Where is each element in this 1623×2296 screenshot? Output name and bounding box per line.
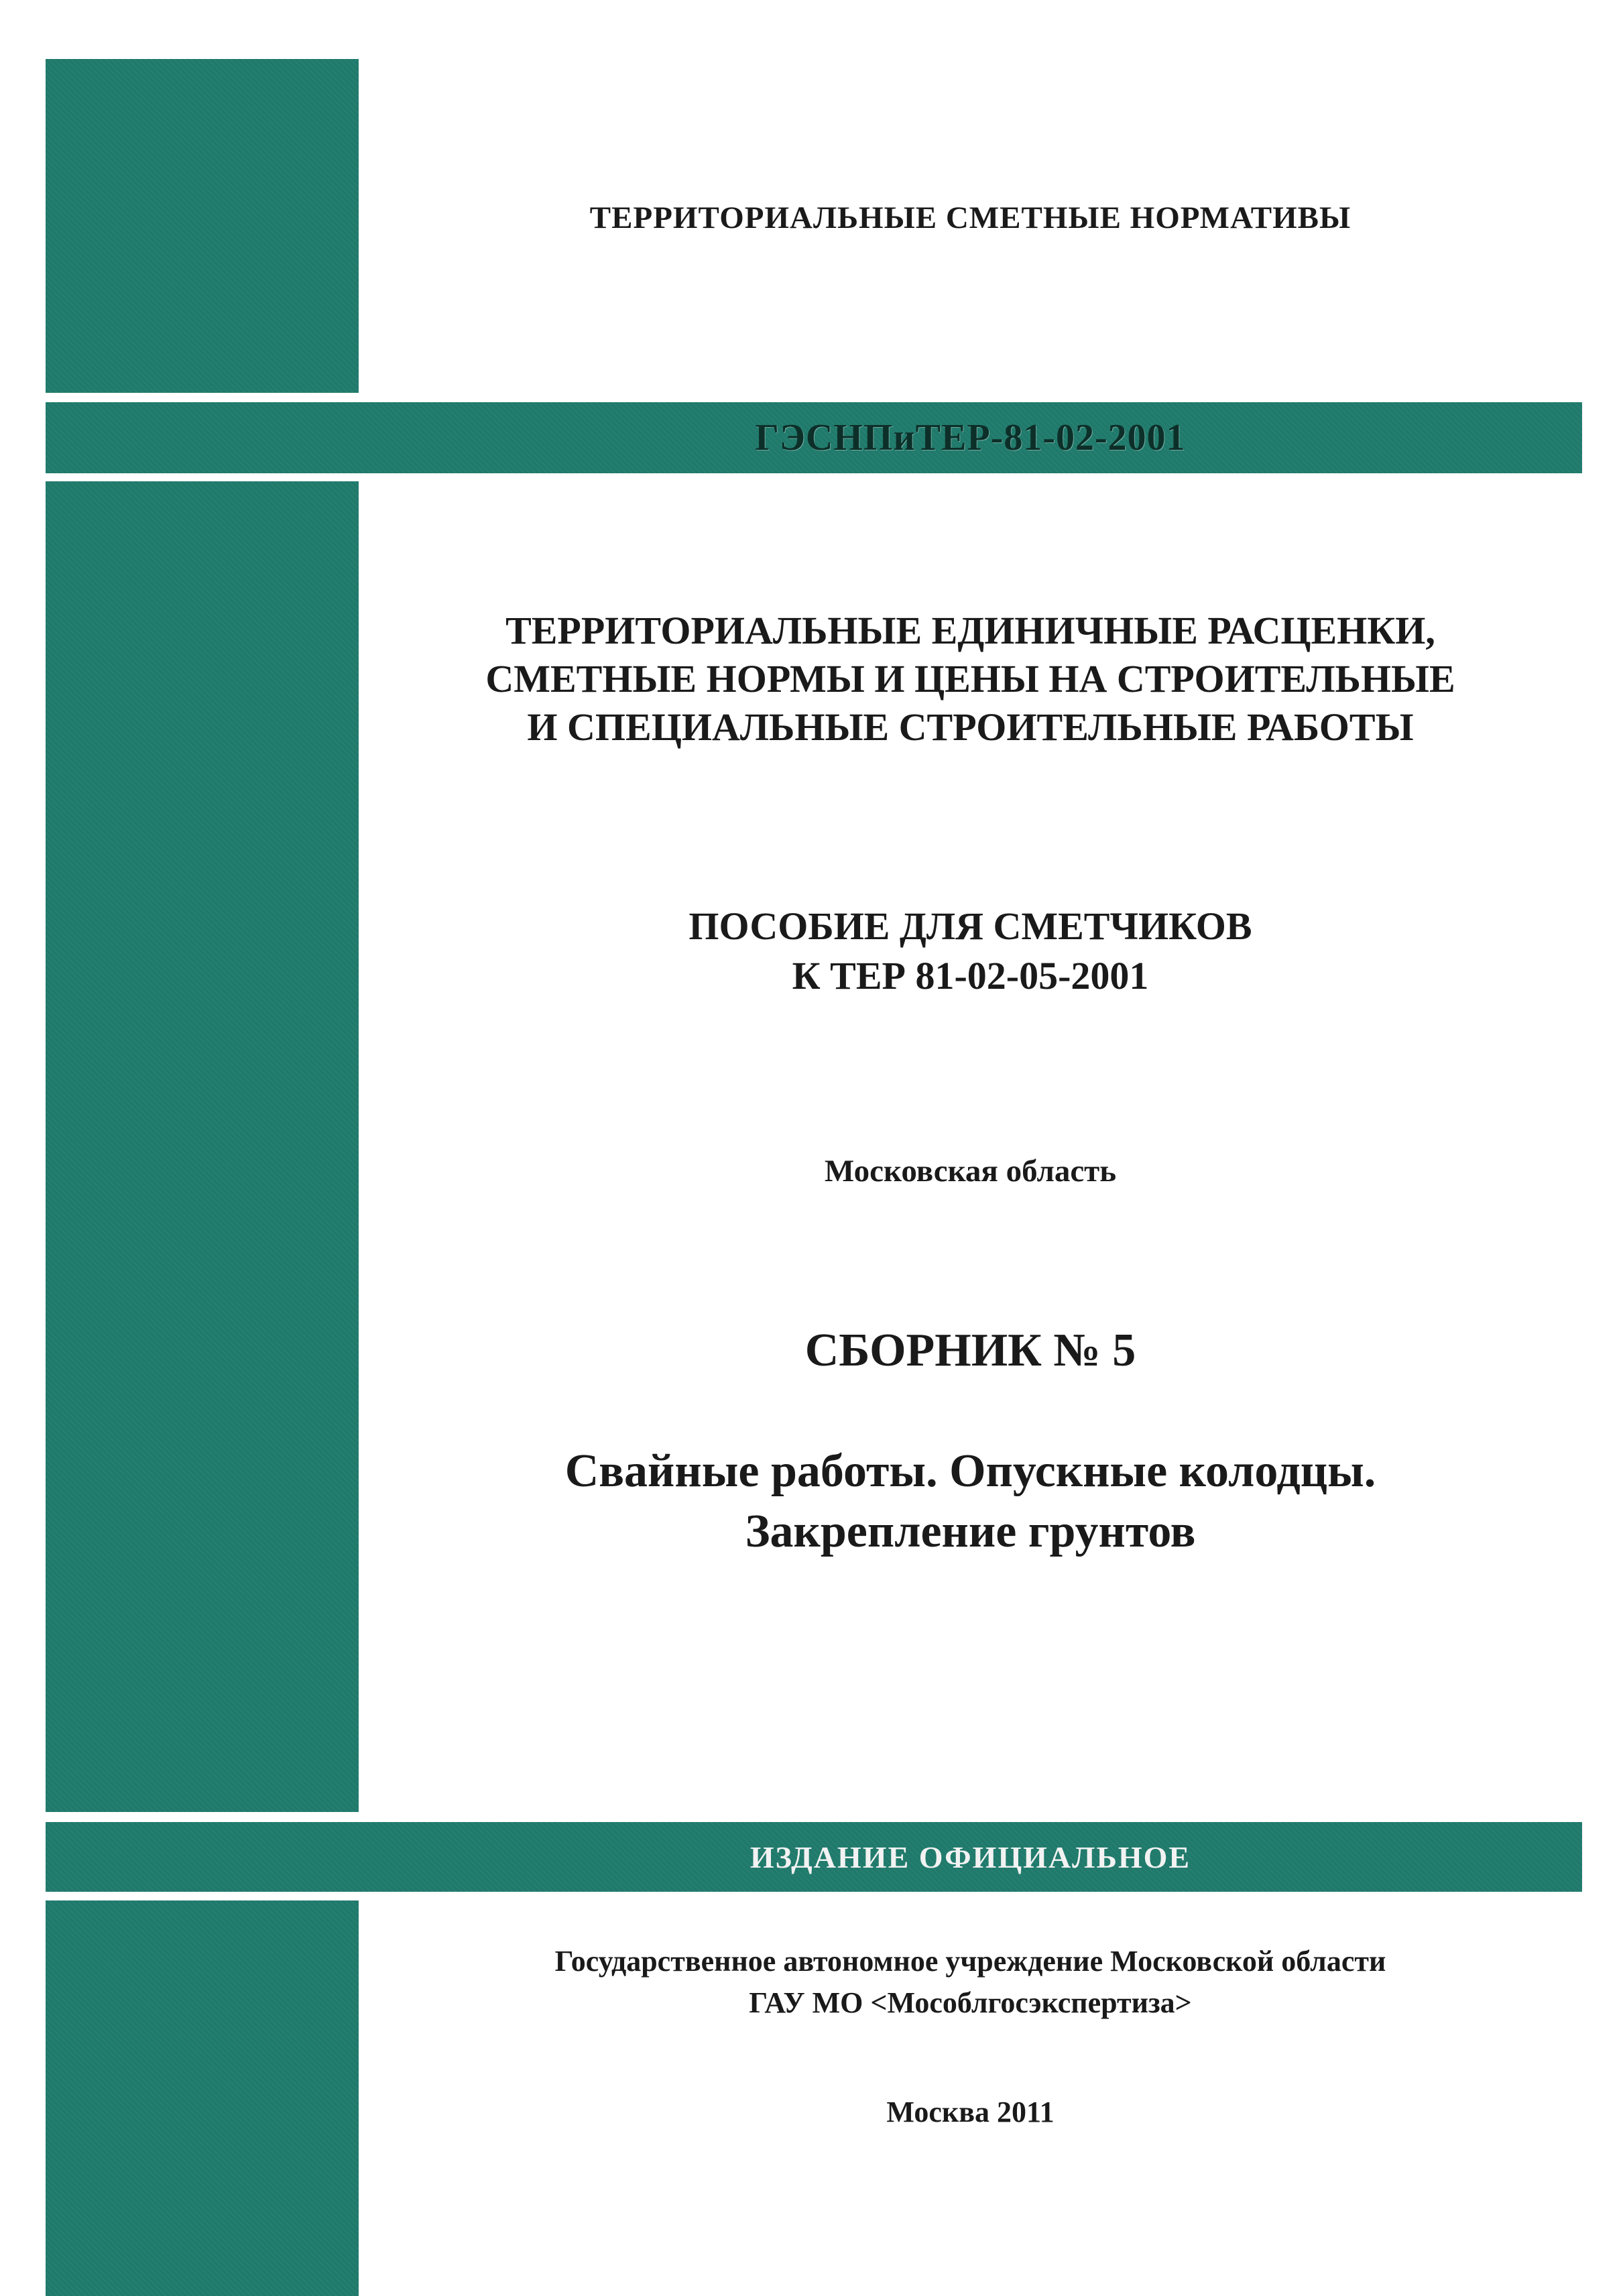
place-and-year: Москва 2011: [886, 2096, 1055, 2128]
collection-number: СБОРНИК № 5: [804, 1325, 1136, 1376]
main-title: [359, 607, 1582, 751]
official-edition-band: [46, 1822, 1582, 1892]
manual-title-line: К ТЕР 81-02-05-2001: [792, 954, 1149, 998]
collection-subject: [359, 1441, 1582, 1562]
collection-subject-line: Закрепление грунтов: [745, 1506, 1196, 1557]
series-title: ТЕРРИТОРИАЛЬНЫЕ СМЕТНЫЕ НОРМАТИВЫ: [589, 200, 1351, 235]
cover-vertical-band-bottom: [46, 1900, 359, 2296]
region: Московская область: [824, 1154, 1117, 1189]
collection-subject-line: Свайные работы. Опускные колодцы.: [564, 1445, 1376, 1497]
publisher-line: Государственное автономное учреждение Московской области: [554, 1945, 1386, 1978]
cover-vertical-band-middle: [46, 481, 359, 1812]
publisher: [359, 1941, 1582, 2024]
manual-title: [359, 902, 1582, 1001]
publisher-line: ГАУ МО <Мособлгосэкспертиза>: [749, 1986, 1192, 2019]
main-title-line: И СПЕЦИАЛЬНЫЕ СТРОИТЕЛЬНЫЕ РАБОТЫ: [527, 705, 1414, 749]
cover-vertical-band-top: [46, 59, 359, 393]
manual-title-line: ПОСОБИЕ ДЛЯ СМЕТЧИКОВ: [688, 904, 1252, 948]
document-code: ГЭСНПиТЕР-81-02-2001: [755, 417, 1186, 459]
main-title-line: СМЕТНЫЕ НОРМЫ И ЦЕНЫ НА СТРОИТЕЛЬНЫЕ: [485, 657, 1455, 701]
official-edition-label: ИЗДАНИЕ ОФИЦИАЛЬНОЕ: [749, 1839, 1191, 1874]
code-band: [46, 402, 1582, 473]
main-title-line: ТЕРРИТОРИАЛЬНЫЕ ЕДИНИЧНЫЕ РАСЦЕНКИ,: [505, 609, 1435, 652]
